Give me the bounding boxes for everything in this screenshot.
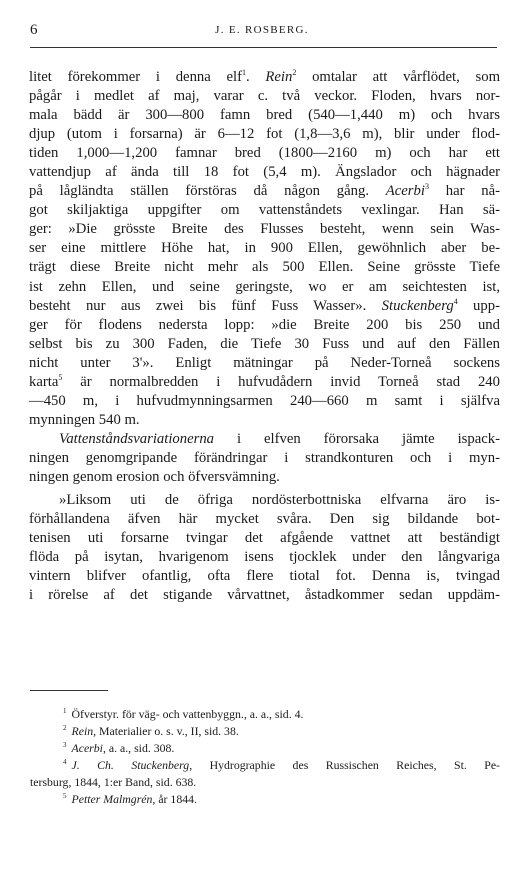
text-line: i rörelse af det stigande vårvattnet, åstadkommer sedan uppdäm- bbox=[29, 587, 500, 604]
text-run: besteht nur aus zwei bis fünf Fuss Wasser». bbox=[29, 297, 382, 314]
text-line: pågår i medlet af maj, varar c. två veckor. Floden, hvars nor- bbox=[29, 88, 500, 105]
text-line: vattendjup af ända till 18 fot (5,4 m). Ängslador och hägnader bbox=[29, 164, 500, 181]
footnote-ref: 1 bbox=[242, 68, 247, 77]
text-line: ger för flodens nedersta lopp: »die Breite 200 bis 250 und bbox=[29, 316, 500, 333]
text-line: got skiljaktiga uppgifter om vattenståndets vexlingar. Han sä- bbox=[29, 202, 500, 219]
footnote bbox=[30, 791, 500, 808]
text-run: omtalar att vårflödet, som bbox=[296, 69, 500, 85]
author-name: Stuckenberg bbox=[381, 297, 454, 314]
footnote-ref: 3 bbox=[424, 182, 429, 192]
author-name: Acerbi bbox=[385, 183, 425, 200]
text-run: i elfven förorsaka jämte ispack- bbox=[214, 430, 500, 447]
footnote bbox=[30, 723, 500, 740]
text-line: flöda på isytan, hvarigenom isens tjocklek under den långvariga bbox=[29, 549, 500, 566]
text-run: upp- bbox=[457, 297, 500, 314]
text-line: ser eine mittlere Höhe hat, in 900 Ellen, gewöhnlich aber be- bbox=[29, 240, 500, 257]
text-line bbox=[29, 430, 500, 449]
footnote-continuation: tersburg, 1844, 1:er Band, sid. 638. bbox=[30, 775, 197, 790]
text-run: . bbox=[246, 69, 266, 85]
footnote-ref: 5 bbox=[58, 372, 63, 382]
text-line bbox=[29, 297, 500, 316]
body-text bbox=[29, 68, 500, 605]
footnote-text: , år 1844. bbox=[152, 792, 197, 807]
text-run: har nå- bbox=[428, 183, 500, 200]
text-run: karta bbox=[29, 373, 59, 390]
page-number: 6 bbox=[30, 22, 38, 38]
term-emphasis: Vattenståndsvariationerna bbox=[59, 430, 215, 447]
text-line: ningen genom erosion och öfversvämning. bbox=[29, 468, 280, 485]
footnote-text: , Hydrographie des Russischen Reiches, St. Pe- bbox=[189, 758, 500, 773]
footnote-ref: 4 bbox=[453, 296, 458, 306]
text-line: trägt diese Breite nicht mehr als 500 Ellen. Seine grösste Tiefe bbox=[29, 259, 500, 276]
page-header bbox=[30, 22, 494, 42]
footnotes bbox=[30, 706, 500, 809]
text-line: ist zehn Ellen, und seine geringste, wo er am seichtesten ist, bbox=[29, 278, 500, 295]
footnote bbox=[30, 740, 500, 757]
text-line bbox=[29, 182, 500, 201]
text-line: nicht unter 3'». Enligt mätningar på Neder-Torneå sockens bbox=[29, 354, 500, 371]
footnote-author: Acerbi bbox=[71, 741, 103, 756]
text-line: mynningen 540 m. bbox=[29, 411, 140, 428]
text-run: litet förekommer i denna elf bbox=[29, 69, 243, 85]
footnote-mark: 3 bbox=[63, 741, 67, 750]
footnote-rule bbox=[30, 690, 108, 691]
text-line: tenisen uti forsarne tvingar det afgående vattnet att beständigt bbox=[29, 530, 500, 547]
footnote-author: Rein bbox=[71, 724, 94, 739]
text-line: selbst bis zu 300 Faden, die Tiefe 30 Fuss und auf den Fällen bbox=[29, 335, 500, 352]
text-line: mala bädd är 300—800 famn bred (540—1,440 m) och hvars bbox=[29, 107, 500, 124]
footnote-text: , Materialier o. s. v., II, sid. 38. bbox=[93, 724, 239, 739]
footnote-ref: 2 bbox=[292, 68, 297, 77]
text-line bbox=[29, 68, 500, 87]
author-name: Rein bbox=[265, 69, 293, 85]
footnote-text: Öfverstyr. för väg- och vattenbyggn., a. a., sid. 4. bbox=[71, 707, 304, 721]
footnote-mark: 5 bbox=[63, 792, 67, 801]
header-rule bbox=[30, 47, 497, 48]
running-head: J. E. ROSBERG. bbox=[215, 24, 309, 36]
footnote bbox=[30, 757, 500, 774]
footnote bbox=[30, 706, 500, 723]
text-line: djup (utom i forsarna) är 6—12 fot (1,8—3,6 m), blir under flod- bbox=[29, 126, 500, 143]
footnote-mark: 2 bbox=[63, 724, 67, 733]
text-line: ger: »Die grösste Breite des Flusses besteht, wenn sein Was- bbox=[29, 221, 500, 238]
text-line: vintern blifver ofantlig, ofta flere tiotal fot. Denna is, tvingad bbox=[29, 568, 500, 585]
text-line: förhållandena äfven här mycket svåra. Den sig bildande bot- bbox=[29, 511, 500, 528]
text-line: tiden 1,000—1,200 famnar bred (1800—2160 m) och har ett bbox=[29, 145, 500, 162]
text-line: —450 m, i hufvudmynningsarmen 240—660 m samt i själfva bbox=[29, 392, 500, 409]
text-line bbox=[29, 373, 500, 392]
footnote-text: , a. a., sid. 308. bbox=[102, 741, 175, 756]
footnote-author: Petter Malmgrén bbox=[71, 792, 153, 807]
text-line: »Liksom uti de öfriga nordösterbottniska elfvarna äro is- bbox=[59, 492, 500, 509]
text-run: är normalbredden i hufvudådern invid Torneå stad 240 bbox=[62, 373, 500, 390]
text-run: på lågländta ställen förstöras då någon gång. bbox=[29, 183, 386, 200]
footnote-mark: 4 bbox=[63, 758, 67, 767]
footnote-author: J. Ch. bbox=[71, 758, 132, 773]
footnote-author: Stuckenberg bbox=[131, 758, 190, 773]
text-line: ningen genomgripande förändringar i strandkonturen och i myn- bbox=[29, 449, 500, 466]
footnote-mark: 1 bbox=[63, 707, 67, 715]
